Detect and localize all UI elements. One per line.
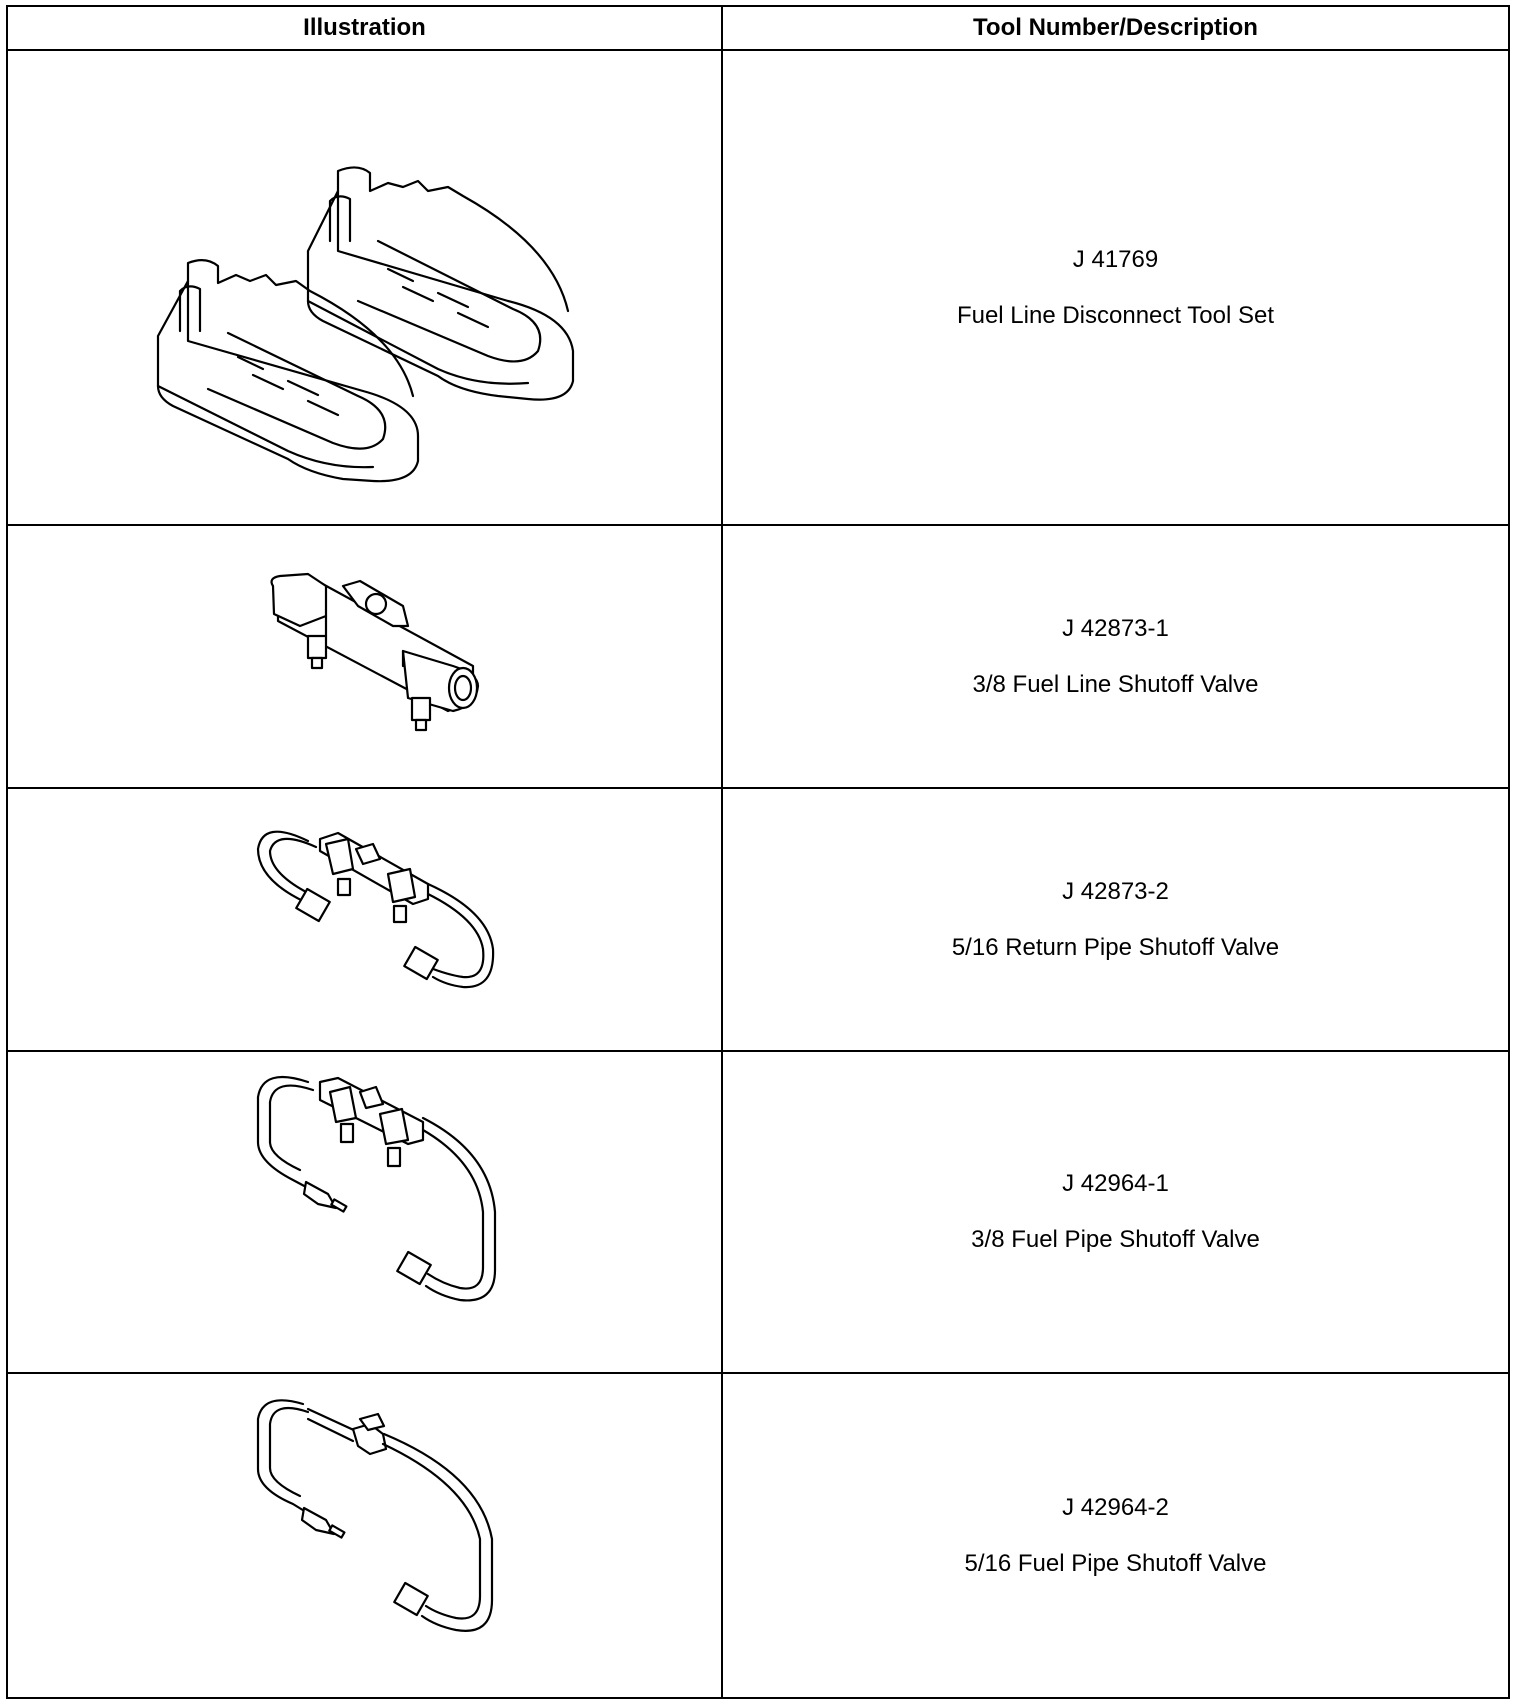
tool-description: 3/8 Fuel Line Shutoff Valve bbox=[972, 670, 1259, 698]
table-row bbox=[7, 1051, 1509, 1373]
tool-description: Fuel Line Disconnect Tool Set bbox=[956, 301, 1275, 329]
tool-number: J 41769 bbox=[1072, 245, 1159, 273]
tool-table bbox=[6, 5, 1510, 1699]
table-row bbox=[7, 788, 1509, 1051]
header-tool-number-description: Tool Number/Description bbox=[722, 6, 1509, 50]
fuel-pipe-shutoff-valve-small-illustration bbox=[8, 1374, 723, 1674]
header-illustration: Illustration bbox=[7, 6, 722, 50]
tool-description-cell bbox=[722, 1051, 1509, 1373]
tool-number: J 42964-1 bbox=[1062, 1170, 1169, 1197]
fuel-line-shutoff-valve-illustration bbox=[8, 526, 723, 746]
tool-description-cell bbox=[722, 1373, 1509, 1698]
tool-description: 5/16 Return Pipe Shutoff Valve bbox=[951, 933, 1280, 961]
table-row bbox=[7, 525, 1509, 788]
tool-description-cell bbox=[722, 788, 1509, 1051]
tool-number: J 42873-1 bbox=[1062, 614, 1169, 642]
table-row bbox=[7, 50, 1509, 525]
table-row bbox=[7, 1373, 1509, 1698]
tool-description: 5/16 Fuel Pipe Shutoff Valve bbox=[964, 1549, 1267, 1577]
tool-description-cell bbox=[722, 50, 1509, 525]
illustration-cell bbox=[7, 788, 722, 1051]
tool-number: J 42964-2 bbox=[1062, 1493, 1169, 1521]
tool-description-cell bbox=[722, 525, 1509, 788]
fuel-line-disconnect-tool-set-illustration bbox=[8, 51, 723, 521]
illustration-cell bbox=[7, 50, 722, 525]
table-header-row bbox=[7, 6, 1509, 50]
illustration-cell bbox=[7, 1051, 722, 1373]
return-pipe-shutoff-valve-illustration bbox=[8, 789, 723, 1009]
tool-description: 3/8 Fuel Pipe Shutoff Valve bbox=[971, 1226, 1260, 1253]
tool-number: J 42873-2 bbox=[1062, 877, 1169, 905]
illustration-cell bbox=[7, 525, 722, 788]
illustration-cell bbox=[7, 1373, 722, 1698]
fuel-pipe-shutoff-valve-illustration bbox=[8, 1052, 723, 1352]
